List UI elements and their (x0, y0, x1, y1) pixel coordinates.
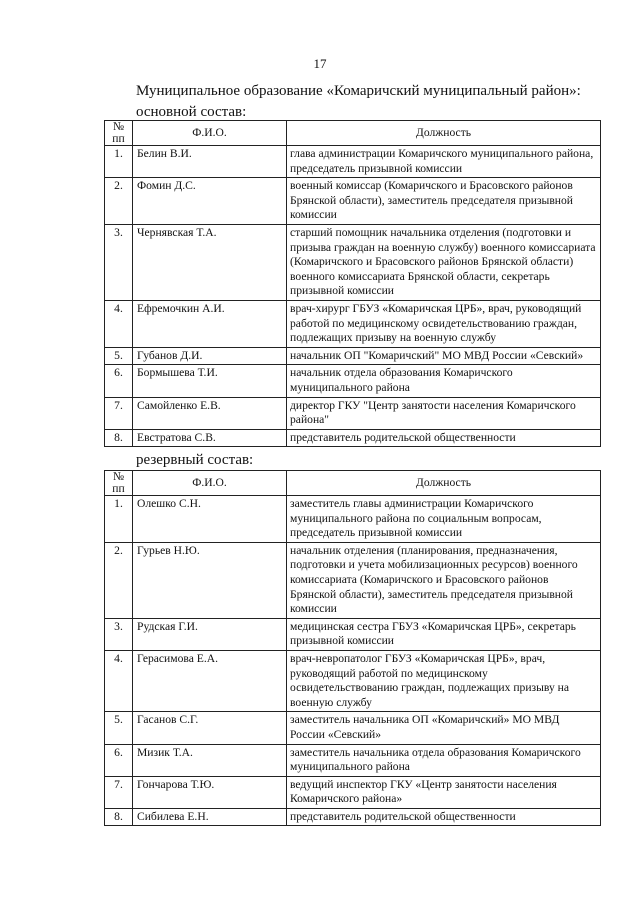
table-row (105, 347, 601, 365)
table-row (105, 542, 601, 618)
row-number: 5. (105, 347, 133, 365)
member-name: Герасимова Е.А. (133, 650, 287, 711)
member-position: заместитель главы администрации Комаричского муниципального района по социальным вопросам, председатель призывной комиссии (287, 496, 601, 543)
main-composition-table (104, 120, 601, 447)
member-position: ведущий инспектор ГКУ «Центр занятости населения Комаричского района» (287, 776, 601, 808)
row-number: 5. (105, 712, 133, 744)
header-number: № пп (105, 121, 133, 146)
member-name: Ефремочкин А.И. (133, 300, 287, 347)
member-name: Гурьев Н.Ю. (133, 542, 287, 618)
table-row (105, 744, 601, 776)
table-row (105, 776, 601, 808)
table-row (105, 618, 601, 650)
table-row (105, 300, 601, 347)
main-section-title: основной состав: (136, 104, 247, 120)
document-heading: Муниципальное образование «Комаричский муниципальный район»: (136, 83, 581, 99)
header-number: № пп (105, 471, 133, 496)
member-name: Фомин Д.С. (133, 178, 287, 225)
member-name: Сибилева Е.Н. (133, 808, 287, 826)
member-position: заместитель начальника отдела образования Комаричского муниципального района (287, 744, 601, 776)
table-row (105, 650, 601, 711)
header-position: Должность (287, 471, 601, 496)
row-number: 1. (105, 146, 133, 178)
row-number: 1. (105, 496, 133, 543)
table-header-row (105, 121, 601, 146)
member-name: Бормышева Т.И. (133, 365, 287, 397)
table-row (105, 429, 601, 447)
member-name: Евстратова С.В. (133, 429, 287, 447)
row-number: 6. (105, 365, 133, 397)
member-name: Гончарова Т.Ю. (133, 776, 287, 808)
member-position: начальник ОП "Комаричский" МО МВД России «Севский» (287, 347, 601, 365)
row-number: 2. (105, 178, 133, 225)
member-position: врач-невропатолог ГБУЗ «Комаричская ЦРБ», врач, руководящий работой по медицинскому освидетельствованию граждан, подлежащих призыву на военную службу (287, 650, 601, 711)
member-position: глава администрации Комаричского муниципального района, председатель призывной комиссии (287, 146, 601, 178)
header-full-name: Ф.И.О. (133, 121, 287, 146)
member-name: Самойленко Е.В. (133, 397, 287, 429)
table-row (105, 224, 601, 300)
row-number: 4. (105, 300, 133, 347)
row-number: 4. (105, 650, 133, 711)
member-position: начальник отделения (планирования, предназначения, подготовки и учета мобилизационных ресурсов) военного комиссариата (Комаричского и Брасовского районов Брянской области), заместитель председателя призывной комиссии (287, 542, 601, 618)
row-number: 3. (105, 224, 133, 300)
member-position: представитель родительской общественности (287, 429, 601, 447)
table-row (105, 365, 601, 397)
row-number: 3. (105, 618, 133, 650)
row-number: 7. (105, 397, 133, 429)
table-row (105, 178, 601, 225)
row-number: 8. (105, 429, 133, 447)
row-number: 7. (105, 776, 133, 808)
table-row (105, 496, 601, 543)
member-name: Гасанов С.Г. (133, 712, 287, 744)
member-position: военный комиссар (Комаричского и Брасовского районов Брянской области), заместитель председателя призывной комиссии (287, 178, 601, 225)
member-position: врач-хирург ГБУЗ «Комаричская ЦРБ», врач, руководящий работой по медицинскому освидетельствованию граждан, подлежащих призыву на военную службу (287, 300, 601, 347)
member-name: Мизик Т.А. (133, 744, 287, 776)
member-position: медицинская сестра ГБУЗ «Комаричская ЦРБ», секретарь призывной комиссии (287, 618, 601, 650)
row-number: 8. (105, 808, 133, 826)
row-number: 6. (105, 744, 133, 776)
member-position: представитель родительской общественности (287, 808, 601, 826)
table-header-row (105, 471, 601, 496)
member-position: начальник отдела образования Комаричского муниципального района (287, 365, 601, 397)
member-name: Губанов Д.И. (133, 347, 287, 365)
header-full-name: Ф.И.О. (133, 471, 287, 496)
member-name: Рудская Г.И. (133, 618, 287, 650)
member-position: заместитель начальника ОП «Комаричский» МО МВД России «Севский» (287, 712, 601, 744)
reserve-composition-table (104, 470, 601, 826)
member-name: Олешко С.Н. (133, 496, 287, 543)
member-name: Белин В.И. (133, 146, 287, 178)
member-position: старший помощник начальника отделения (подготовки и призыва граждан на военную службу) военного комиссариата (Комаричского и Брасовского районов Брянской области) военного комиссариата Брянской области, секретарь призывной комиссии (287, 224, 601, 300)
member-position: директор ГКУ "Центр занятости населения Комаричского района" (287, 397, 601, 429)
table-row (105, 146, 601, 178)
header-position: Должность (287, 121, 601, 146)
member-name: Чернявская Т.А. (133, 224, 287, 300)
table-row (105, 808, 601, 826)
row-number: 2. (105, 542, 133, 618)
page-number: 17 (313, 56, 327, 71)
reserve-section-title: резервный состав: (136, 452, 254, 468)
table-row (105, 397, 601, 429)
table-row (105, 712, 601, 744)
